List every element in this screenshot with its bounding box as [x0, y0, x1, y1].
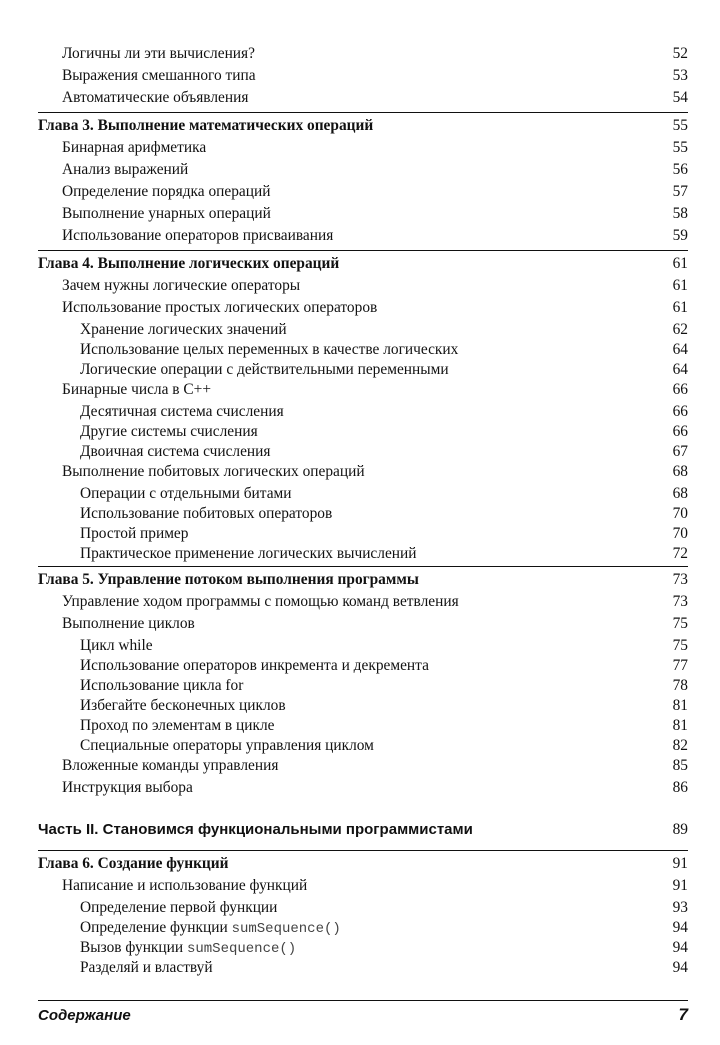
- toc-entry[interactable]: [38, 182, 688, 204]
- toc-entry-title: [80, 716, 275, 735]
- toc-entry-page-number: 66: [672, 403, 688, 420]
- toc-chapter[interactable]: [38, 112, 688, 138]
- toc-entry-title-text: Разделяй и властвуй: [80, 959, 213, 976]
- toc-entry-title: [62, 44, 255, 63]
- toc-entry-title: [38, 820, 473, 839]
- toc-entry-page-number: 78: [672, 677, 688, 694]
- toc-entry-title-text: Использование цикла for: [80, 677, 244, 694]
- toc-entry[interactable]: [38, 44, 688, 66]
- toc-entry-page-number: 53: [672, 67, 688, 84]
- toc-entry-page-number: 62: [672, 321, 688, 338]
- toc-entry-title-text: Определение функции: [80, 919, 232, 936]
- toc-entry-title-text: Десятичная система счисления: [80, 403, 284, 420]
- toc-entry[interactable]: [38, 504, 688, 524]
- toc-entry-title-text: Проход по элементам в цикле: [80, 717, 275, 734]
- toc-entry-page-number: 75: [672, 637, 688, 654]
- toc-entry-title-text: Написание и использование функций: [62, 877, 308, 894]
- toc-entry-title-text: Глава 3. Выполнение математических операций: [38, 117, 374, 134]
- toc-entry-title-text: Другие системы счисления: [80, 423, 258, 440]
- toc-entry-title: [62, 182, 270, 201]
- toc-entry-title: [80, 442, 271, 461]
- toc-entry-page-number: 77: [672, 657, 688, 674]
- toc-entry-page-number: 94: [672, 939, 688, 956]
- toc-entry-page-number: 70: [672, 525, 688, 542]
- footer-rule: [38, 1000, 688, 1001]
- toc-entry-title-text: Выполнение унарных операций: [62, 205, 271, 222]
- toc-entry-title-text: Использование операторов присваивания: [62, 227, 334, 244]
- toc-entry-page-number: 89: [672, 821, 688, 838]
- toc-chapter[interactable]: [38, 566, 688, 592]
- toc-entry-title: [62, 276, 300, 295]
- toc-entry-title-text: Автоматические объявления: [62, 89, 249, 106]
- toc-entry[interactable]: [38, 736, 688, 756]
- toc-entry-page-number: 54: [672, 89, 688, 106]
- toc-entry-code: sumSequence(): [186, 941, 297, 957]
- toc-entry-page-number: 68: [672, 463, 688, 480]
- toc-entry-page-number: 73: [672, 593, 688, 610]
- toc-entry-page-number: 58: [672, 205, 688, 222]
- toc-entry-page-number: 67: [672, 443, 688, 460]
- toc-entry-page-number: 94: [672, 959, 688, 976]
- toc-entry-title-text: Бинарные числа в C++: [62, 381, 211, 398]
- toc-entry-page-number: 66: [672, 423, 688, 440]
- toc-entry-title: [62, 462, 365, 481]
- toc-entry[interactable]: [38, 656, 688, 676]
- toc-entry-title: [80, 524, 188, 543]
- toc-entry-title: [62, 592, 459, 611]
- toc-entry-title: [80, 544, 416, 563]
- toc-entry-title-text: Избегайте бесконечных циклов: [80, 697, 286, 714]
- toc-entry-title-text: Использование простых логических операторов: [62, 299, 378, 316]
- toc-entry-title: [62, 876, 307, 895]
- toc-entry-title: [38, 570, 419, 589]
- toc-entry[interactable]: [38, 484, 688, 504]
- toc-entry-title-text: Определение первой функции: [80, 899, 278, 916]
- toc-entry-page-number: 61: [672, 255, 688, 272]
- toc-entry-page-number: 86: [672, 779, 688, 796]
- toc-entry-title: [62, 88, 248, 107]
- toc-entry-title-text: Цикл while: [80, 637, 153, 654]
- toc-entry-page-number: 70: [672, 505, 688, 522]
- toc-entry-title-text: Выполнение побитовых логических операций: [62, 463, 365, 480]
- toc-entry-title: [62, 66, 256, 85]
- toc-entry-title-text: Управление ходом программы с помощью команд ветвления: [62, 593, 459, 610]
- toc-entry[interactable]: [38, 716, 688, 736]
- toc-entry-page-number: 66: [672, 381, 688, 398]
- toc-entry-title: [80, 504, 332, 523]
- toc-entry-page-number: 68: [672, 485, 688, 502]
- toc-chapter[interactable]: [38, 850, 688, 876]
- toc-entry-title: [80, 736, 374, 755]
- toc-entry-title-text: Логические операции с действительными переменными: [80, 361, 449, 378]
- toc-entry[interactable]: [38, 756, 688, 778]
- toc-entry-title-text: Логичны ли эти вычисления?: [62, 45, 255, 62]
- toc-entry-title-text: Операции с отдельными битами: [80, 485, 292, 502]
- toc-chapter[interactable]: [38, 250, 688, 276]
- toc-entry[interactable]: [38, 298, 688, 320]
- footer-page-number: 7: [678, 1005, 688, 1024]
- toc-entry-title-text: Использование операторов инкремента и декремента: [80, 657, 429, 674]
- footer-section-title: Содержание: [38, 1007, 131, 1024]
- toc-entry-title: [62, 614, 195, 633]
- toc-entry[interactable]: [38, 918, 688, 938]
- toc-entry-page-number: 93: [672, 899, 688, 916]
- toc-entry-title: [62, 160, 188, 179]
- toc-entry-title-text: Глава 4. Выполнение логических операций: [38, 255, 340, 272]
- toc-entry[interactable]: [38, 898, 688, 918]
- toc-entry[interactable]: [38, 544, 688, 564]
- toc-entry[interactable]: [38, 938, 688, 958]
- toc-entry[interactable]: [38, 442, 688, 462]
- toc-entry-title-text: Глава 5. Управление потоком выполнения программы: [38, 571, 419, 588]
- toc-entry-title: [80, 422, 258, 441]
- toc-entry-title: [62, 138, 206, 157]
- toc-entry-title: [80, 898, 277, 917]
- toc-entry[interactable]: [38, 380, 688, 402]
- toc-entry-title-text: Инструкция выбора: [62, 779, 193, 796]
- toc-entry-page-number: 81: [672, 717, 688, 734]
- toc-entry-title: [80, 320, 287, 339]
- toc-entry[interactable]: [38, 696, 688, 716]
- toc-entry-title-text: Специальные операторы управления циклом: [80, 737, 374, 754]
- toc-entry-title: [80, 484, 292, 503]
- toc-entry-page-number: 57: [672, 183, 688, 200]
- toc-entry-title-text: Использование целых переменных в качестве логических: [80, 341, 459, 358]
- toc-entry-title: [80, 676, 243, 695]
- toc-entry-title: [80, 360, 449, 379]
- toc-entry-title-text: Бинарная арифметика: [62, 139, 207, 156]
- toc-entry-title-text: Вызов функции: [80, 939, 187, 956]
- toc-entry-page-number: 91: [672, 855, 688, 872]
- toc-entry-title-text: Вложенные команды управления: [62, 757, 279, 774]
- toc-entry-title: [38, 254, 339, 273]
- toc-entry[interactable]: [38, 676, 688, 696]
- toc-entry-page-number: 94: [672, 919, 688, 936]
- toc-entry[interactable]: [38, 88, 688, 110]
- toc-entry-page-number: 73: [672, 571, 688, 588]
- toc-entry-page-number: 81: [672, 697, 688, 714]
- toc-entry-title: [80, 340, 458, 359]
- toc-entry-title: [80, 402, 284, 421]
- toc-entry-title-text: Часть II. Становимся функциональными программистами: [38, 821, 473, 838]
- toc-entry-title-text: Простой пример: [80, 525, 189, 542]
- toc-entry[interactable]: [38, 138, 688, 160]
- toc-entry-title: [80, 636, 153, 655]
- toc-entry-title: [62, 298, 377, 317]
- toc-entry[interactable]: [38, 66, 688, 88]
- toc-entry[interactable]: [38, 462, 688, 484]
- toc-entry[interactable]: [38, 614, 688, 636]
- toc-entry-title-text: Выполнение циклов: [62, 615, 195, 632]
- toc-entry-title-text: Зачем нужны логические операторы: [62, 277, 301, 294]
- toc-entry[interactable]: [38, 402, 688, 422]
- toc-entry[interactable]: [38, 204, 688, 226]
- toc-entry-page-number: 64: [672, 341, 688, 358]
- toc-entry-page-number: 91: [672, 877, 688, 894]
- table-of-contents: [38, 44, 688, 978]
- toc-entry[interactable]: [38, 524, 688, 544]
- toc-entry-page-number: 61: [672, 299, 688, 316]
- toc-entry[interactable]: [38, 958, 688, 978]
- toc-entry-title-text: Глава 6. Создание функций: [38, 855, 229, 872]
- toc-entry-title-text: Двоичная система счисления: [80, 443, 271, 460]
- toc-entry-page-number: 55: [672, 139, 688, 156]
- toc-entry-title: [80, 918, 341, 939]
- toc-entry-title: [62, 778, 193, 797]
- toc-entry-title: [80, 938, 296, 959]
- toc-entry-page-number: 61: [672, 277, 688, 294]
- toc-entry[interactable]: [38, 360, 688, 380]
- toc-entry-title-text: Выражения смешанного типа: [62, 67, 256, 84]
- toc-entry-title: [80, 656, 429, 675]
- toc-entry[interactable]: [38, 160, 688, 182]
- toc-entry[interactable]: [38, 226, 688, 248]
- toc-entry-title: [38, 854, 229, 873]
- toc-entry-title-text: Определение порядка операций: [62, 183, 271, 200]
- toc-entry-code: sumSequence(): [231, 921, 341, 937]
- toc-entry-title: [38, 116, 373, 135]
- toc-entry[interactable]: [38, 592, 688, 614]
- toc-entry-title: [80, 696, 286, 715]
- toc-entry[interactable]: [38, 276, 688, 298]
- toc-entry-title: [62, 226, 333, 245]
- toc-entry-page-number: 75: [672, 615, 688, 632]
- toc-entry[interactable]: [38, 422, 688, 442]
- toc-entry-title-text: Использование побитовых операторов: [80, 505, 333, 522]
- toc-entry[interactable]: [38, 340, 688, 360]
- toc-entry[interactable]: [38, 876, 688, 898]
- toc-entry-title: [62, 380, 211, 399]
- toc-entry-page-number: 55: [672, 117, 688, 134]
- toc-entry[interactable]: [38, 636, 688, 656]
- toc-entry-title-text: Анализ выражений: [62, 161, 189, 178]
- toc-entry[interactable]: [38, 320, 688, 340]
- toc-entry[interactable]: [38, 778, 688, 800]
- toc-entry-page-number: 64: [672, 361, 688, 378]
- toc-entry-page-number: 85: [672, 757, 688, 774]
- toc-entry-title: [62, 756, 278, 775]
- toc-entry-page-number: 72: [672, 545, 688, 562]
- toc-entry-title-text: Хранение логических значений: [80, 321, 287, 338]
- toc-entry-page-number: 82: [672, 737, 688, 754]
- toc-entry-page-number: 52: [672, 45, 688, 62]
- toc-part[interactable]: [38, 818, 688, 842]
- toc-entry-title-text: Практическое применение логических вычислений: [80, 545, 417, 562]
- toc-entry-page-number: 56: [672, 161, 688, 178]
- toc-entry-title: [62, 204, 271, 223]
- toc-entry-title: [80, 958, 213, 977]
- toc-entry-page-number: 59: [672, 227, 688, 244]
